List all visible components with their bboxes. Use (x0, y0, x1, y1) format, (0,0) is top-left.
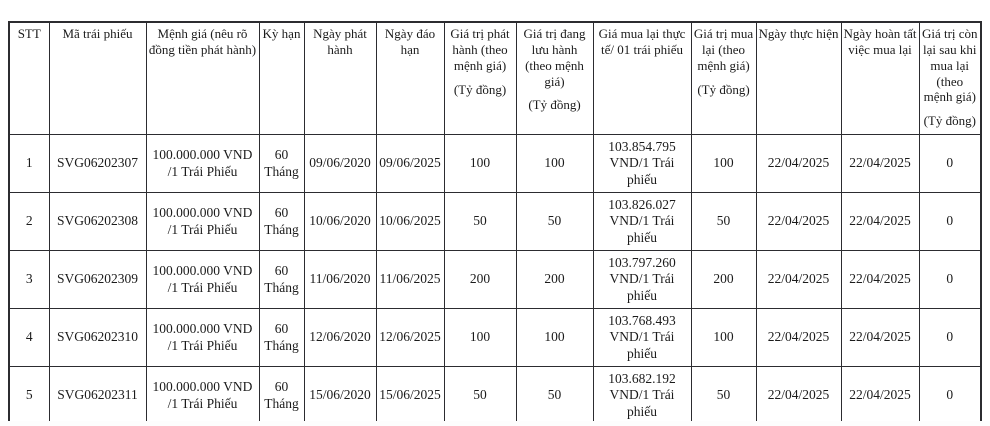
bond-buyback-table (8, 21, 982, 426)
cell-ngay-dao-han: 10/06/2025 (376, 193, 444, 251)
cell-ma-trai-phieu: SVG06202308 (49, 193, 146, 251)
cell-stt: 1 (9, 135, 49, 193)
cell-stt: 5 (9, 367, 49, 426)
bond-buyback-table-container (8, 21, 982, 426)
cell-ngay-dao-han: 12/06/2025 (376, 309, 444, 367)
cell-gia-tri-dang-luu-hanh: 200 (516, 251, 593, 309)
cell-ma-trai-phieu: SVG06202311 (49, 367, 146, 426)
column-header-gia-tri-mua-lai (691, 22, 756, 135)
cell-ngay-dao-han: 15/06/2025 (376, 367, 444, 426)
cell-ngay-hoan-tat: 22/04/2025 (841, 309, 919, 367)
table-header-row (9, 22, 981, 135)
column-header-label: Giá trị phát hành (theo mệnh giá) (450, 26, 510, 73)
cell-ngay-phat-hanh: 11/06/2020 (304, 251, 376, 309)
cell-gia-tri-con-lai: 0 (919, 193, 981, 251)
column-header-stt (9, 22, 49, 135)
cell-ma-trai-phieu: SVG06202309 (49, 251, 146, 309)
cell-gia-tri-con-lai: 0 (919, 309, 981, 367)
cell-gia-tri-dang-luu-hanh: 50 (516, 193, 593, 251)
cell-gia-mua-lai-thuc-te: 103.854.795 VND/1 Trái phiếu (593, 135, 691, 193)
cell-ky-han: 60 Tháng (259, 251, 304, 309)
column-header-unit: (Tỷ đồng) (697, 81, 750, 97)
cell-gia-tri-phat-hanh: 100 (444, 309, 516, 367)
cell-ngay-phat-hanh: 09/06/2020 (304, 135, 376, 193)
column-header-unit: (Tỷ đồng) (528, 97, 581, 113)
cell-gia-tri-mua-lai: 200 (691, 251, 756, 309)
table-row (9, 251, 981, 309)
table-row (9, 193, 981, 251)
cell-gia-tri-con-lai: 0 (919, 367, 981, 426)
column-header-unit: (Tỷ đồng) (453, 81, 507, 97)
cell-menh-gia: 100.000.000 VND /1 Trái Phiếu (146, 251, 259, 309)
cell-ma-trai-phieu: SVG06202307 (49, 135, 146, 193)
column-header-gia-tri-phat-hanh (444, 22, 516, 135)
column-header-label: Ngày đáo hạn (384, 26, 436, 57)
column-header-label: STT (17, 26, 41, 41)
cell-gia-mua-lai-thuc-te: 103.826.027 VND/1 Trái phiếu (593, 193, 691, 251)
cell-ky-han: 60 Tháng (259, 309, 304, 367)
cell-ma-trai-phieu: SVG06202310 (49, 309, 146, 367)
cell-gia-tri-con-lai: 0 (919, 135, 981, 193)
column-header-ngay-hoan-tat (841, 22, 919, 135)
column-header-unit: (Tỷ đồng) (923, 113, 976, 129)
cell-ngay-hoan-tat: 22/04/2025 (841, 135, 919, 193)
cell-ngay-thuc-hien: 22/04/2025 (756, 135, 841, 193)
column-header-ky-han (259, 22, 304, 135)
cell-ngay-thuc-hien: 22/04/2025 (756, 251, 841, 309)
cell-ngay-phat-hanh: 12/06/2020 (304, 309, 376, 367)
column-header-ngay-phat-hanh (304, 22, 376, 135)
table-row (9, 367, 981, 426)
cell-gia-tri-dang-luu-hanh: 100 (516, 309, 593, 367)
column-header-label: Ngày thực hiện (758, 26, 839, 41)
column-header-gia-tri-dang-luu-hanh (516, 22, 593, 135)
cell-ngay-phat-hanh: 10/06/2020 (304, 193, 376, 251)
cell-gia-tri-mua-lai: 100 (691, 309, 756, 367)
column-header-ngay-dao-han (376, 22, 444, 135)
cell-ky-han: 60 Tháng (259, 367, 304, 426)
cell-gia-mua-lai-thuc-te: 103.682.192 VND/1 Trái phiếu (593, 367, 691, 426)
column-header-label: Giá mua lại thực tế/ 01 trái phiếu (598, 26, 686, 57)
cell-menh-gia: 100.000.000 VND /1 Trái Phiếu (146, 135, 259, 193)
cell-ngay-hoan-tat: 22/04/2025 (841, 367, 919, 426)
table-row (9, 135, 981, 193)
cell-ngay-thuc-hien: 22/04/2025 (756, 309, 841, 367)
cell-stt: 3 (9, 251, 49, 309)
cell-ky-han: 60 Tháng (259, 193, 304, 251)
cell-gia-tri-mua-lai: 100 (691, 135, 756, 193)
column-header-label: Mệnh giá (nêu rõ đồng tiền phát hành) (148, 26, 257, 57)
cell-stt: 4 (9, 309, 49, 367)
cell-ngay-thuc-hien: 22/04/2025 (756, 367, 841, 426)
column-header-menh-gia (146, 22, 259, 135)
cell-gia-tri-phat-hanh: 100 (444, 135, 516, 193)
column-header-ngay-thuc-hien (756, 22, 841, 135)
cell-gia-tri-mua-lai: 50 (691, 367, 756, 426)
cell-gia-tri-phat-hanh: 50 (444, 367, 516, 426)
column-header-ma-trai-phieu (49, 22, 146, 135)
column-header-label: Giá trị còn lại sau khi mua lại (theo mệnh giá) (921, 26, 978, 105)
cell-ngay-hoan-tat: 22/04/2025 (841, 193, 919, 251)
cell-gia-mua-lai-thuc-te: 103.768.493 VND/1 Trái phiếu (593, 309, 691, 367)
column-header-label: Ngày phát hành (313, 26, 367, 57)
cell-stt: 2 (9, 193, 49, 251)
column-header-label: Giá trị mua lại (theo mệnh giá) (693, 26, 754, 73)
column-header-label: Giá trị đang lưu hành (theo mệnh giá) (523, 26, 586, 89)
column-header-label: Kỳ hạn (262, 26, 301, 41)
column-header-label: Mã trái phiếu (62, 26, 133, 41)
cell-ngay-dao-han: 11/06/2025 (376, 251, 444, 309)
cell-gia-tri-dang-luu-hanh: 100 (516, 135, 593, 193)
cell-gia-tri-phat-hanh: 50 (444, 193, 516, 251)
cell-menh-gia: 100.000.000 VND /1 Trái Phiếu (146, 367, 259, 426)
cell-gia-tri-phat-hanh: 200 (444, 251, 516, 309)
cell-ky-han: 60 Tháng (259, 135, 304, 193)
cell-gia-tri-mua-lai: 50 (691, 193, 756, 251)
column-header-label: Ngày hoàn tất việc mua lại (843, 26, 917, 57)
scan-artifact-strip (0, 421, 990, 426)
cell-menh-gia: 100.000.000 VND /1 Trái Phiếu (146, 193, 259, 251)
column-header-gia-tri-con-lai (919, 22, 981, 135)
cell-gia-mua-lai-thuc-te: 103.797.260 VND/1 Trái phiếu (593, 251, 691, 309)
cell-ngay-phat-hanh: 15/06/2020 (304, 367, 376, 426)
cell-ngay-hoan-tat: 22/04/2025 (841, 251, 919, 309)
cell-ngay-thuc-hien: 22/04/2025 (756, 193, 841, 251)
cell-gia-tri-dang-luu-hanh: 50 (516, 367, 593, 426)
cell-gia-tri-con-lai: 0 (919, 251, 981, 309)
cell-ngay-dao-han: 09/06/2025 (376, 135, 444, 193)
cell-menh-gia: 100.000.000 VND /1 Trái Phiếu (146, 309, 259, 367)
column-header-gia-mua-lai-thuc-te (593, 22, 691, 135)
table-row (9, 309, 981, 367)
